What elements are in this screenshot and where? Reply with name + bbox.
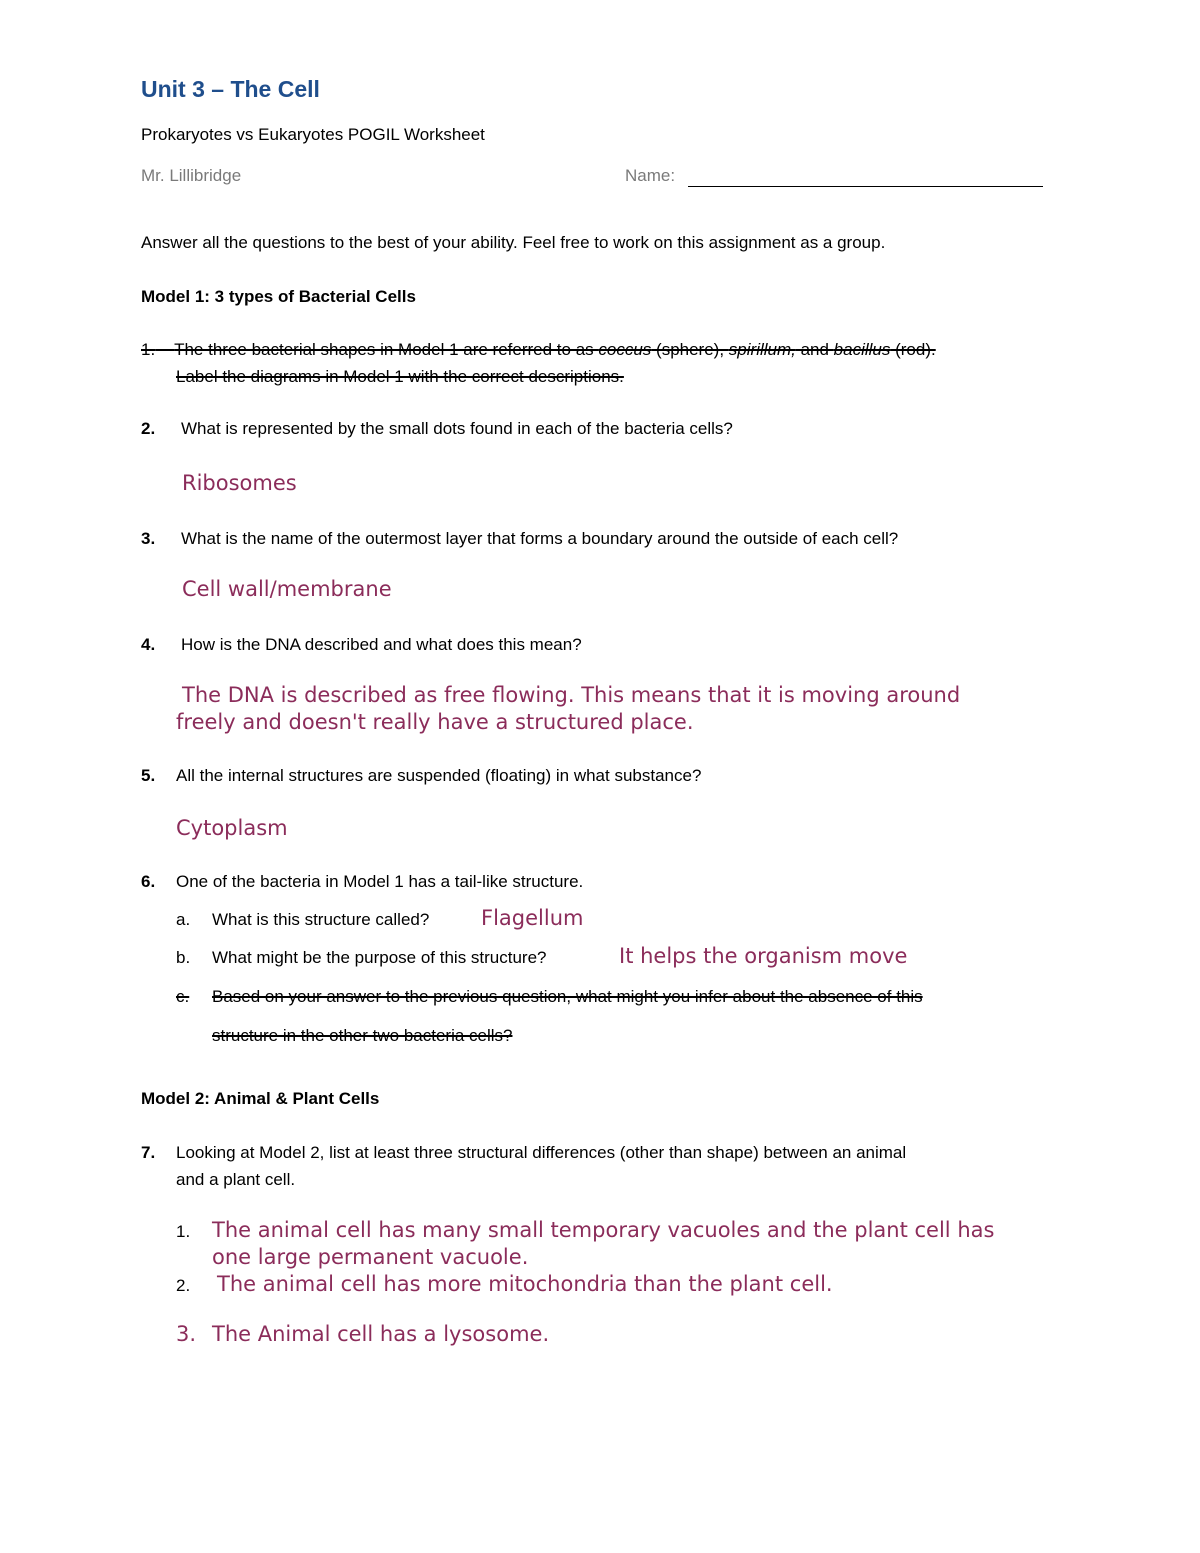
name-label: Name:	[625, 166, 676, 185]
answer-6a: Flagellum	[481, 906, 584, 930]
answer-7-1-number: 1.	[176, 1222, 191, 1241]
question-4-number: 4.	[141, 635, 156, 654]
answer-3: Cell wall/membrane	[182, 577, 392, 601]
question-5-number: 5.	[141, 766, 156, 785]
question-6c-line2: structure in the other two bacteria cells?	[212, 1026, 513, 1045]
question-2-text: What is represented by the small dots found in each of the bacteria cells?	[181, 419, 733, 438]
term-coccus: coccus	[598, 340, 652, 359]
instructions: Answer all the questions to the best of your ability. Feel free to work on this assignment as a group.	[141, 233, 886, 252]
question-4-text: How is the DNA described and what does this mean?	[181, 635, 582, 654]
answer-4-line2: freely and doesn't really have a structured place.	[176, 710, 694, 734]
question-5-text: All the internal structures are suspended (floating) in what substance?	[176, 766, 702, 785]
question-1-text-d: (rod).	[890, 340, 936, 359]
question-6b-text: What might be the purpose of this structure?	[212, 948, 547, 967]
question-6a-text: What is this structure called?	[212, 910, 430, 929]
answer-6b: It helps the organism move	[619, 944, 908, 968]
question-6a-label: a.	[176, 910, 191, 929]
answer-4-line1: The DNA is described as free flowing. This means that it is moving around	[182, 683, 961, 707]
question-6c-line1: Based on your answer to the previous question, what might you infer about the absence of this	[212, 987, 923, 1006]
question-1-line2: Label the diagrams in Model 1 with the correct descriptions.	[176, 367, 624, 386]
answer-7-1-line2: one large permanent vacuole.	[212, 1245, 529, 1269]
question-3-number: 3.	[141, 529, 156, 548]
question-7-number: 7.	[141, 1143, 156, 1162]
question-6c-label: c.	[176, 987, 190, 1006]
teacher-name: Mr. Lillibridge	[141, 166, 242, 185]
term-spirillum: spirillum,	[728, 340, 796, 359]
question-6b-label: b.	[176, 948, 191, 967]
answer-5: Cytoplasm	[176, 816, 288, 840]
question-1-text-a: The three bacterial shapes in Model 1 are referred to as	[174, 340, 599, 359]
question-7-line1: Looking at Model 2, list at least three structural differences (other than shape) between an animal	[176, 1143, 907, 1162]
question-6-text: One of the bacteria in Model 1 has a tail-like structure.	[176, 872, 584, 891]
answer-7-1-line1: The animal cell has many small temporary vacuoles and the plant cell has	[212, 1218, 995, 1242]
model1-heading: Model 1: 3 types of Bacterial Cells	[141, 287, 416, 306]
answer-2: Ribosomes	[182, 471, 297, 495]
worksheet-subtitle: Prokaryotes vs Eukaryotes POGIL Worksheet	[141, 125, 485, 144]
answer-7-2-number: 2.	[176, 1276, 191, 1295]
question-1-number: 1.	[141, 340, 156, 359]
answer-7-3-number: 3.	[176, 1322, 197, 1346]
model2-heading: Model 2: Animal & Plant Cells	[141, 1089, 380, 1108]
question-3-text: What is the name of the outermost layer that forms a boundary around the outside of each cell?	[181, 529, 899, 548]
question-6-number: 6.	[141, 872, 156, 891]
name-blank-line[interactable]	[688, 186, 1043, 187]
answer-7-3-line1: The Animal cell has a lysosome.	[212, 1322, 550, 1346]
question-1	[141, 340, 936, 360]
answer-7-2-line1: The animal cell has more mitochondria than the plant cell.	[217, 1272, 833, 1296]
question-7-line2: and a plant cell.	[176, 1170, 296, 1189]
term-bacillus: bacillus	[833, 340, 891, 359]
question-1-text-c: and	[795, 340, 834, 359]
page-title: Unit 3 – The Cell	[141, 76, 320, 102]
question-1-text-b: (sphere),	[651, 340, 729, 359]
question-2-number: 2.	[141, 419, 156, 438]
